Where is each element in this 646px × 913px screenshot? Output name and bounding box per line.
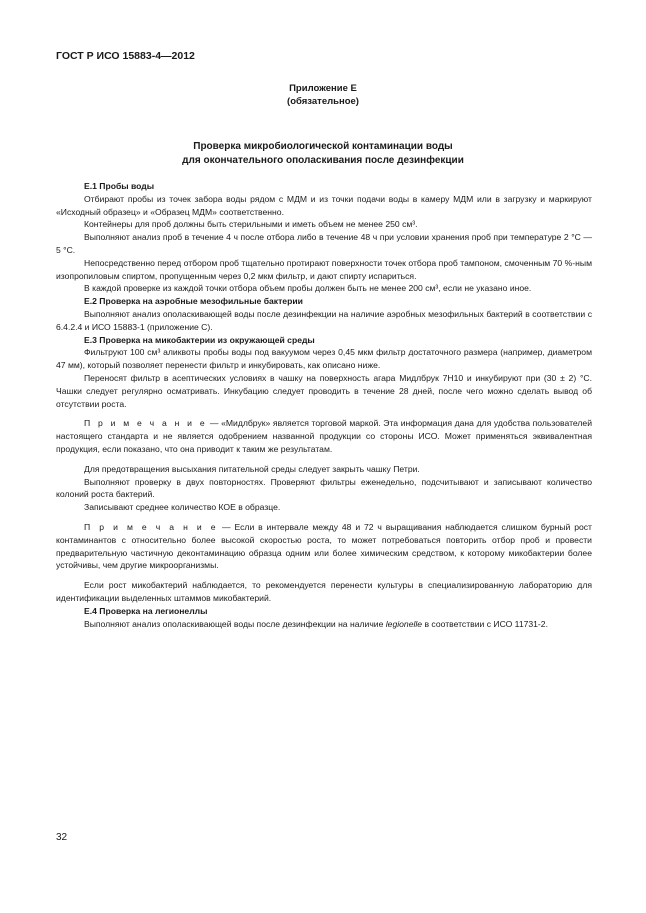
note-label: П р и м е ч а н и е <box>84 418 208 429</box>
annex-title: Приложение E <box>289 83 357 94</box>
paragraph: Непосредственно перед отбором проб тщательно протирают поверхности точек отбора проб тампоном, смоченным 70 %-ным изопропиловым спиртом, пропущенным через 0,2 мкм фильтр, и дают спирту испариться. <box>56 257 592 281</box>
note-text: — Если в интервале между 48 и 72 ч выращивания наблюдается слишком бурный рост контаминантов с относительно более высокой скоростью роста, то может потребоваться повторить отбор проб и провести предварительную частичную деконтаминацию образца одним или более химическим средством, к которому микобактерии более устойчивы, чем другие микроорганизмы. <box>56 521 592 571</box>
paragraph: Переносят фильтр в асептических условиях в чашку на поверхность агара Мидлбрук 7Н10 и инкубируют при (30 ± 2) °С. Чашки следует регулярно осматривать. Инкубацию следует проводить в течение 28 дней, после чего можно сделать вывод об отсутствии роста. <box>56 372 592 409</box>
title-line-1: Проверка микробиологической контаминации воды <box>193 141 453 152</box>
italic-term: legionelle <box>385 618 423 629</box>
paragraph: Если рост микобактерий наблюдается, то рекомендуется перенести культуры в специализированную лабораторию для идентификации выделенных штаммов микобактерий. <box>56 580 592 603</box>
page-number: 32 <box>56 832 68 843</box>
note-label: П р и м е ч а н и е <box>84 521 219 532</box>
paragraph: Выполняют проверку в двух повторностях. Проверяют фильтры еженедельно, подсчитывают и записывают количество колоний роста бактерий. <box>56 476 592 500</box>
paragraph: Выполняют анализ проб в течение 4 ч после отбора либо в течение 48 ч при условии хранения проб при температуре 2 °С — 5 °С. <box>56 232 592 255</box>
note-paragraph <box>56 417 592 455</box>
document-header: ГОСТ Р ИСО 15883-4—2012 <box>56 50 195 62</box>
paragraph <box>56 618 592 631</box>
paragraph: Для предотвращения высыхания питательной среды следует закрыть чашку Петри. <box>84 463 420 474</box>
document-body <box>56 180 592 630</box>
document-title <box>0 140 646 168</box>
paragraph: Фильтруют 100 см³ аликвоты пробы воды под вакуумом через 0,45 мкм фильтр достаточного размера (например, диаметром 47 мм), который позволяет перенести фильтр и инкубировать, как описано ниже. <box>56 347 592 371</box>
section-heading-e4: E.4 Проверка на легионеллы <box>84 605 208 616</box>
section-heading-e2: E.2 Проверка на аэробные мезофильные бактерии <box>84 296 303 307</box>
title-line-2: для окончательного ополаскивания после дезинфекции <box>182 155 464 166</box>
paragraph: Контейнеры для проб должны быть стерильными и иметь объем не менее 250 см³. <box>84 219 418 230</box>
annex-status: (обязательное) <box>287 96 359 107</box>
annex-heading <box>0 82 646 108</box>
section-heading-e3: E.3 Проверка на микобактерии из окружающей среды <box>84 334 315 345</box>
paragraph: В каждой проверке из каждой точки отбора объем пробы должен быть не менее 200 см³, если не указано иное. <box>84 283 532 294</box>
note-paragraph <box>56 521 592 572</box>
paragraph: Отбирают пробы из точек забора воды рядом с МДМ и из точки подачи воды в камеру МДМ или в загрузку и маркируют «Исходный образец» и «Образец МДМ» соответственно. <box>56 193 592 217</box>
text-span: в соответствии с ИСО 11731-2. <box>422 618 548 629</box>
paragraph: Записывают среднее количество КОЕ в образце. <box>84 502 281 513</box>
text-span: Выполняют анализ ополаскивающей воды после дезинфекции на наличие <box>84 618 386 629</box>
note-text: — «Мидлбрук» является торговой маркой. Эта информация дана для удобства пользователей настоящего стандарта и не является одобрением названной продукции со стороны ИСО. Может применяться эквивалентная продукция, если показано, что она приводит к таким же результатам. <box>56 418 592 454</box>
section-heading-e1: E.1 Пробы воды <box>84 181 155 191</box>
paragraph: Выполняют анализ ополаскивающей воды после дезинфекции на наличие аэробных мезофильных бактерий в соответствии с 6.4.2.4 и ИСО 15883-1 (приложение С). <box>56 308 592 332</box>
